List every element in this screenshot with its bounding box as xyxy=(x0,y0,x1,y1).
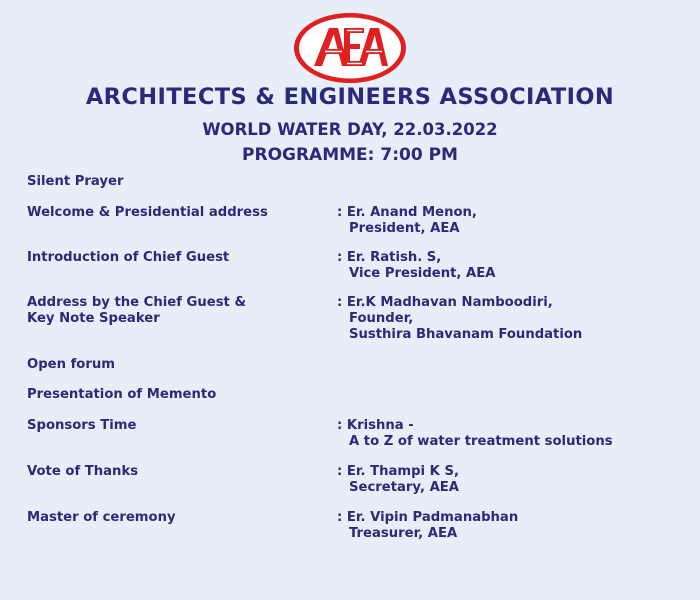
item-memento-label: Presentation of Memento xyxy=(27,387,217,402)
item-welcome-label: Welcome & Presidential address xyxy=(27,205,268,220)
item-sponsors-tagline: A to Z of water treatment solutions xyxy=(349,434,613,449)
item-welcome-role: President, AEA xyxy=(349,221,460,236)
item-chief-guest-organization: Susthira Bhavanam Foundation xyxy=(349,327,583,342)
item-master-of-ceremony-role: Treasurer, AEA xyxy=(349,526,458,541)
item-introduction-role: Vice President, AEA xyxy=(349,266,496,281)
item-chief-guest-label-line1: Address by the Chief Guest & xyxy=(27,295,246,310)
item-welcome-speaker: : Er. Anand Menon, xyxy=(337,205,477,220)
event-title: WORLD WATER DAY, 22.03.2022 xyxy=(202,120,498,139)
item-introduction-speaker: : Er. Ratish. S, xyxy=(337,250,442,265)
item-welcome-value xyxy=(337,205,477,237)
item-sponsors-label: Sponsors Time xyxy=(27,418,137,433)
item-introduction-label: Introduction of Chief Guest xyxy=(27,250,230,265)
item-vote-of-thanks-role: Secretary, AEA xyxy=(349,480,460,495)
item-chief-guest-label-line2: Key Note Speaker xyxy=(27,311,160,326)
item-vote-of-thanks-speaker: : Er. Thampi K S, xyxy=(337,464,459,479)
aea-logo-graphic xyxy=(292,11,408,85)
programme-time: PROGRAMME: 7:00 PM xyxy=(242,145,458,165)
item-vote-of-thanks-label: Vote of Thanks xyxy=(27,464,139,479)
item-chief-guest-label xyxy=(27,295,246,327)
item-master-of-ceremony-speaker: : Er. Vipin Padmanabhan xyxy=(337,510,519,525)
aea-logo xyxy=(292,11,408,85)
item-sponsors-value xyxy=(337,418,613,450)
item-chief-guest-value xyxy=(337,295,582,343)
item-master-of-ceremony-label: Master of ceremony xyxy=(27,510,176,525)
item-open-forum-label: Open forum xyxy=(27,357,116,372)
item-introduction-value xyxy=(337,250,495,282)
item-master-of-ceremony-value xyxy=(337,510,518,542)
item-vote-of-thanks-value xyxy=(337,464,459,496)
item-silent-prayer-label: Silent Prayer xyxy=(27,174,124,189)
item-sponsors-name: : Krishna - xyxy=(337,418,414,433)
item-chief-guest-speaker: : Er.K Madhavan Namboodiri, xyxy=(337,295,553,310)
organization-title: ARCHITECTS & ENGINEERS ASSOCIATION xyxy=(85,84,615,110)
item-chief-guest-role: Founder, xyxy=(349,311,414,326)
